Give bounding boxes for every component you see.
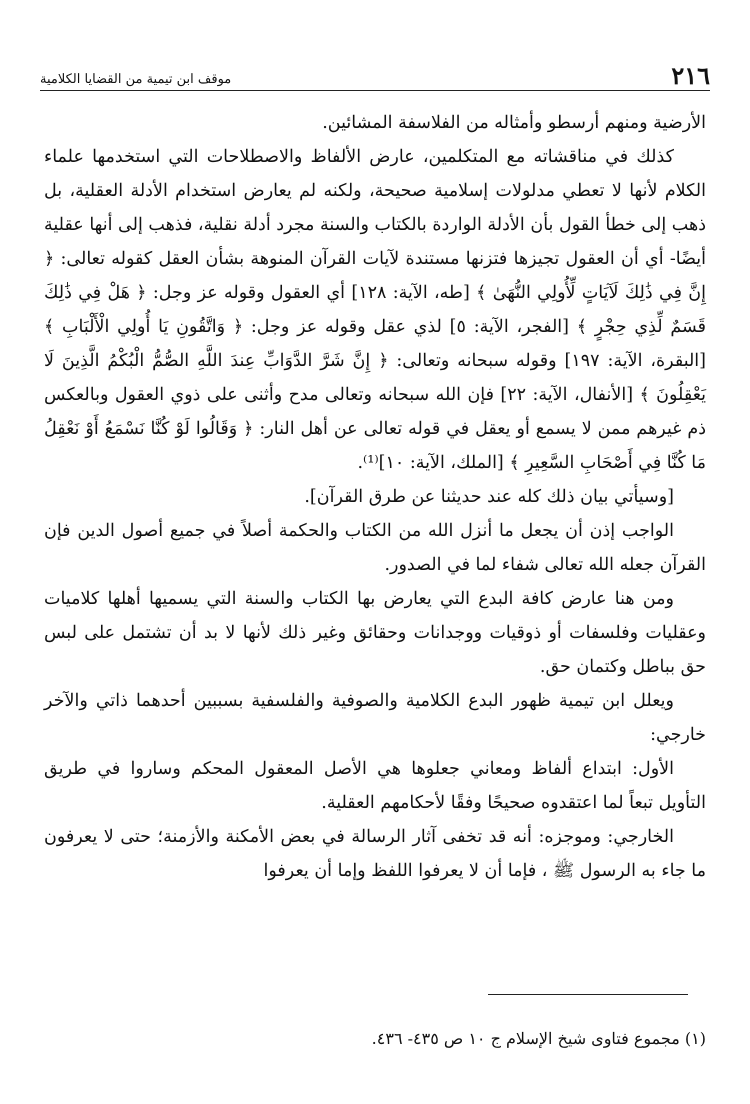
paragraph-3: [وسيأتي بيان ذلك كله عند حديثنا عن طرق القرآن]. [304,487,674,507]
paragraph-5: ومن هنا عارض كافة البدع التي يعارض بها الكتاب والسنة التي يسميها أهلها كلاميات وعقليات وفلسفات أو ذوقيات ووجدانات وحقائق وغير ذلك لأنها لا بد أن تشتمل على لبس حق بباطل وكتمان حق. [44,589,706,677]
paragraph-2: كذلك في مناقشاته مع المتكلمين، عارض الألفاظ والاصطلاحات التي استخدمها علماء الكلام لأنها لا تعطي مدلولات إسلامية صحيحة، ولكنه لم يعارض استخدام الأدلة العقلية، بل ذهب إلى خطأ القول بأن الأدلة الواردة بالكتاب والسنة مجرد أدلة نقلية، فذهب إلى أنها عقلية أيضًا- أي أن العقول تجيزها فتزنها مستندة لآيات القرآن المنوهة بشأن العقل كقوله تعالى: ﴿ إِنَّ فِي ذَٰلِكَ لَآيَاتٍ لِّأُولِي النُّهَىٰ ﴾ [طه، الآية: ١٢٨] أي العقول وقوله عز وجل: ﴿ هَلْ فِي ذَٰلِكَ قَسَمٌ لِّذِي حِجْرٍ ﴾ [الفجر، الآية: ٥] لذي عقل وقوله عز وجل: ﴿ وَاتَّقُونِ يَا أُولِي الْأَلْبَابِ ﴾ [البقرة، الآية: ١٩٧] وقوله سبحانه وتعالى: ﴿ إِنَّ شَرَّ الدَّوَابِّ عِندَ اللَّهِ الصُّمُّ الْبُكْمُ الَّذِينَ لَا يَعْقِلُونَ ﴾ [الأنفال، الآية: ٢٢] فإن الله سبحانه وتعالى مدح وأثنى على ذوي العقول وبالعكس ذم غيرهم ممن لا يسمع أو يعقل في قوله تعالى عن أهل النار: ﴿ وَقَالُوا لَوْ كُنَّا نَسْمَعُ أَوْ نَعْقِلُ مَا كُنَّا فِي أَصْحَابِ السَّعِيرِ ﴾ [الملك، الآية: ١٠]⁽¹⁾. [44,147,707,473]
body-text [44,106,706,888]
paragraph-4: الواجب إذن أن يجعل ما أنزل الله من الكتاب والحكمة أصلاً في جميع أصول الدين فإن القرآن جعله الله تعالى شفاء لما في الصدور. [44,521,706,575]
page-header [40,60,710,91]
footnote: (١) مجموع فتاوى شيخ الإسلام ج ١٠ ص ٤٣٥- ٤٣٦. [371,1029,706,1048]
paragraph-6: ويعلل ابن تيمية ظهور البدع الكلامية والصوفية والفلسفية بسببين أحدهما ذاتي والآخر خارجي: [44,691,706,745]
paragraph-8: الخارجي: وموجزه: أنه قد تخفى آثار الرسالة في بعض الأمكنة والأزمنة؛ حتى لا يعرفون ما جاء به الرسول ﷺ ، فإما أن لا يعرفوا اللفظ وإما أن يعرفوا [44,827,706,881]
page-number: ٢١٦ [671,61,710,90]
footnote-divider [488,994,688,995]
running-title: موقف ابن تيمية من القضايا الكلامية [40,72,232,87]
paragraph-7: الأول: ابتداع ألفاظ ومعاني جعلوها هي الأصل المعقول المحكم وساروا في طريق التأويل تبعاً لما اعتقدوه صحيحًا وفقًا لأحكامهم العقلية. [44,759,706,813]
paragraph-1: الأرضية ومنهم أرسطو وأمثاله من الفلاسفة المشائين. [322,113,706,133]
